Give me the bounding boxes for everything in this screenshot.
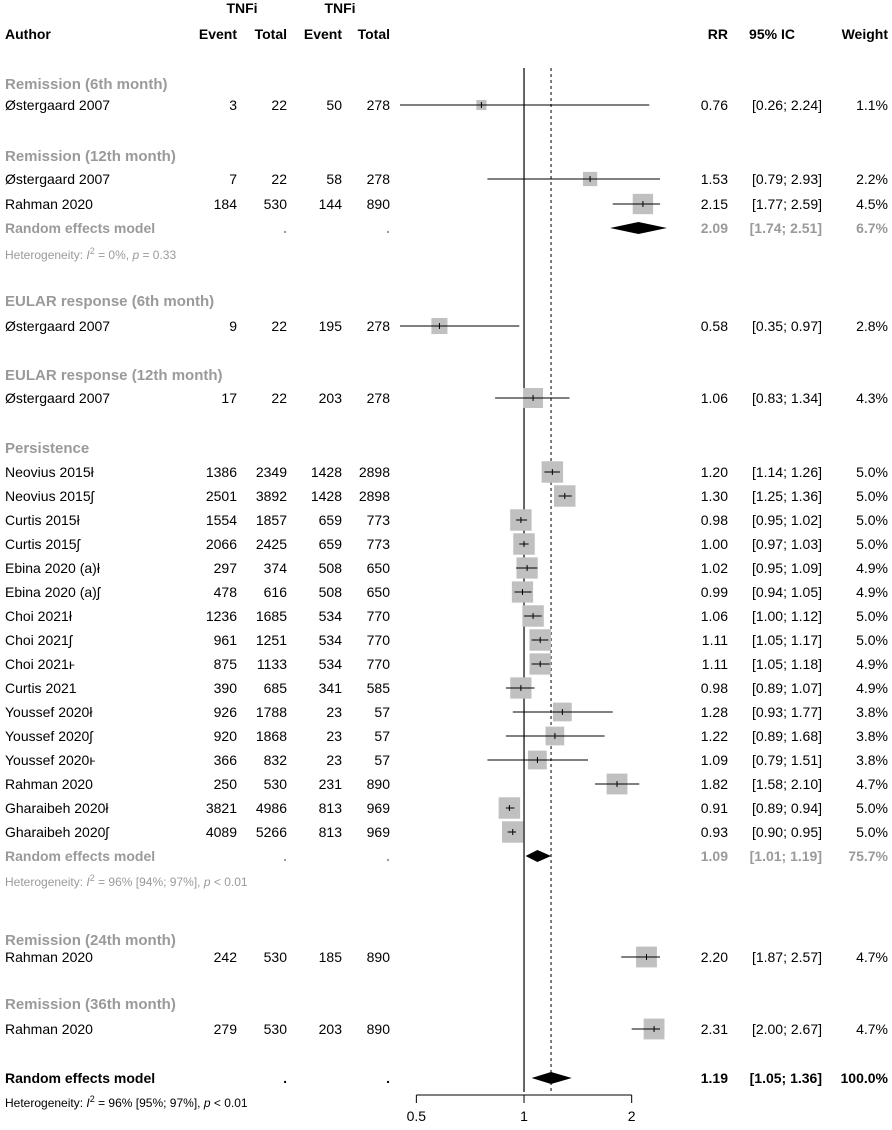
overall-pooled-diamond: [532, 1072, 572, 1084]
study-ci: [1.14; 1.26]: [751, 464, 822, 480]
study-weight: 4.7%: [856, 1021, 888, 1037]
study-event1: 9: [229, 318, 237, 334]
study-event2: 23: [326, 704, 342, 720]
study-total1: 530: [263, 949, 287, 965]
table-rows: [5, 76, 889, 1110]
study-rr: 0.76: [700, 97, 728, 113]
study-ci: [0.83; 1.34]: [751, 390, 822, 406]
study-total2: 770: [366, 632, 390, 648]
study-event1: 2066: [205, 536, 237, 552]
study-event1: 1554: [205, 512, 237, 528]
study-event1: 297: [213, 560, 237, 576]
study-total1: 3892: [255, 488, 287, 504]
study-ci: [0.89; 1.07]: [751, 680, 822, 696]
study-rr: 1.28: [700, 704, 728, 720]
study-weight: 2.2%: [856, 171, 888, 187]
subgroup-pooled-weight: 75.7%: [848, 848, 888, 864]
subgroup-title: Remission (6th month): [5, 76, 168, 93]
subgroup-title: EULAR response (12th month): [5, 367, 223, 384]
study-weight: 5.0%: [856, 464, 888, 480]
study-event2: 813: [318, 824, 342, 840]
study-event2: 813: [318, 800, 342, 816]
study-event1: 17: [221, 390, 237, 406]
study-total1: 832: [263, 752, 287, 768]
study-event1: 2501: [205, 488, 237, 504]
study-total2: 278: [366, 97, 390, 113]
subgroup-heterogeneity: Heterogeneity: $I^2 = 96\%$ [94%; 97%], p < 0.01: [5, 873, 248, 889]
study-ci: [0.89; 1.68]: [751, 728, 822, 744]
study-total2: 969: [366, 824, 390, 840]
study-weight: 2.8%: [856, 318, 888, 334]
study-author: Gharaibeh 2020ʃ: [5, 824, 109, 840]
total1-header: Total: [254, 26, 287, 42]
study-total2: 650: [366, 560, 390, 576]
study-rr: 1.53: [700, 171, 728, 187]
subgroup-title: Remission (24th month): [5, 932, 176, 949]
study-total1: 1251: [255, 632, 287, 648]
study-rr: 0.98: [700, 680, 728, 696]
study-event2: 195: [318, 318, 342, 334]
study-event2: 341: [318, 680, 342, 696]
study-total2: 2898: [358, 488, 390, 504]
study-author: Østergaard 2007: [5, 171, 111, 187]
study-event2: 50: [326, 97, 342, 113]
study-author: Choi 2021ⱶ: [5, 656, 75, 672]
study-total2: 2898: [358, 464, 390, 480]
subgroup-title: Remission (12th month): [5, 148, 176, 165]
subgroup-pooled-event1: .: [283, 848, 287, 864]
study-ci: [1.77; 2.59]: [751, 196, 822, 212]
study-rr: 0.58: [700, 318, 728, 334]
subgroup-pooled-event1: .: [283, 220, 287, 236]
study-weight: 3.8%: [856, 752, 888, 768]
study-total1: 685: [263, 680, 287, 696]
subgroup-pooled-weight: 6.7%: [856, 220, 888, 236]
study-weight: 4.9%: [856, 584, 888, 600]
subgroup-heterogeneity: Heterogeneity: $I^2 = 0\%$, p = 0.33: [5, 246, 177, 262]
study-author: Youssef 2020ł: [5, 704, 93, 720]
study-event1: 3: [229, 97, 237, 113]
subgroup-pooled-label: Random effects model: [5, 220, 156, 236]
study-event1: 4089: [205, 824, 237, 840]
subgroup-pooled-ci: [1.74; 2.51]: [749, 220, 822, 236]
study-author: Choi 2021ʃ: [5, 632, 72, 648]
study-total2: 278: [366, 318, 390, 334]
study-rr: 1.02: [700, 560, 728, 576]
study-total1: 22: [271, 97, 287, 113]
study-weight: 4.9%: [856, 680, 888, 696]
study-author: Choi 2021ł: [5, 608, 72, 624]
overall-pooled-label: Random effects model: [5, 1070, 156, 1086]
study-event1: 1386: [205, 464, 237, 480]
study-event2: 203: [318, 390, 342, 406]
study-rr: 0.91: [700, 800, 728, 816]
study-event1: 1236: [205, 608, 237, 624]
study-event2: 659: [318, 512, 342, 528]
study-rr: 2.15: [700, 196, 728, 212]
study-ci: [0.89; 0.94]: [751, 800, 822, 816]
study-ci: [1.00; 1.12]: [751, 608, 822, 624]
study-event2: 23: [326, 752, 342, 768]
study-event1: 920: [213, 728, 237, 744]
study-rr: 0.93: [700, 824, 728, 840]
subgroup-pooled-diamond: [526, 850, 551, 862]
overall-heterogeneity: Heterogeneity: $I^2 = 96\%$ [95%; 97%], p < 0.01: [5, 1094, 248, 1110]
study-ci: [1.05; 1.17]: [751, 632, 822, 648]
study-weight: 4.7%: [856, 949, 888, 965]
study-total1: 1868: [255, 728, 287, 744]
study-ci: [0.90; 0.95]: [751, 824, 822, 840]
subgroup-pooled-label: Random effects model: [5, 848, 156, 864]
study-event1: 184: [213, 196, 237, 212]
study-event1: 390: [213, 680, 237, 696]
study-ci: [0.94; 1.05]: [751, 584, 822, 600]
overall-pooled-weight: 100.0%: [840, 1070, 888, 1086]
event2-header: Event: [303, 26, 342, 42]
study-ci: [1.05; 1.18]: [751, 656, 822, 672]
study-event1: 926: [213, 704, 237, 720]
x-tick-label: 0.5: [406, 1108, 427, 1124]
overall-pooled-rr: 1.19: [700, 1070, 728, 1086]
study-weight: 4.7%: [856, 776, 888, 792]
study-total2: 890: [366, 196, 390, 212]
study-author: Rahman 2020: [5, 949, 93, 965]
study-total2: 650: [366, 584, 390, 600]
study-author: Neovius 2015ł: [5, 464, 94, 480]
study-total2: 278: [366, 390, 390, 406]
study-event1: 242: [213, 949, 237, 965]
weight-header: Weight: [841, 26, 888, 42]
study-total2: 773: [366, 512, 390, 528]
study-event2: 203: [318, 1021, 342, 1037]
study-author: Rahman 2020: [5, 1021, 93, 1037]
study-ci: [0.97; 1.03]: [751, 536, 822, 552]
study-total1: 1788: [255, 704, 287, 720]
study-event2: 508: [318, 560, 342, 576]
study-ci: [0.26; 2.24]: [751, 97, 822, 113]
study-ci: [0.95; 1.09]: [751, 560, 822, 576]
study-total2: 57: [374, 704, 390, 720]
study-rr: 1.82: [700, 776, 728, 792]
study-event2: 534: [318, 608, 342, 624]
study-ci: [1.87; 2.57]: [751, 949, 822, 965]
subgroup-pooled-diamond: [610, 222, 667, 234]
study-rr: 1.30: [700, 488, 728, 504]
study-rr: 1.06: [700, 390, 728, 406]
study-event2: 534: [318, 632, 342, 648]
study-total1: 22: [271, 318, 287, 334]
study-total1: 2349: [255, 464, 287, 480]
subgroup-title: Remission (36th month): [5, 996, 176, 1013]
study-author: Gharaibeh 2020ł: [5, 800, 109, 816]
study-author: Ebina 2020 (a)ł: [5, 560, 100, 576]
study-weight: 4.9%: [856, 656, 888, 672]
study-ci: [0.79; 2.93]: [751, 171, 822, 187]
study-event1: 478: [213, 584, 237, 600]
study-event2: 534: [318, 656, 342, 672]
author-header: Author: [5, 26, 51, 42]
study-weight: 4.5%: [856, 196, 888, 212]
study-total1: 2425: [255, 536, 287, 552]
study-author: Østergaard 2007: [5, 97, 111, 113]
overall-pooled-event1: .: [283, 1070, 287, 1086]
study-total1: 1685: [255, 608, 287, 624]
study-total2: 969: [366, 800, 390, 816]
rr-header: RR: [707, 26, 728, 42]
x-tick-label: 2: [627, 1108, 636, 1124]
study-rr: 1.22: [700, 728, 728, 744]
study-ci: [1.25; 1.36]: [751, 488, 822, 504]
study-weight: 1.1%: [856, 97, 888, 113]
study-total1: 374: [263, 560, 287, 576]
overall-pooled-event2: .: [386, 1070, 390, 1086]
total2-header: Total: [357, 26, 390, 42]
study-author: Neovius 2015ʃ: [5, 488, 94, 504]
study-event2: 185: [318, 949, 342, 965]
event1-header: Event: [198, 26, 237, 42]
study-rr: 1.06: [700, 608, 728, 624]
subgroup-title: EULAR response (6th month): [5, 293, 215, 310]
study-event2: 659: [318, 536, 342, 552]
subgroup-title: Persistence: [5, 440, 90, 457]
study-weight: 3.8%: [856, 704, 888, 720]
study-ci: [0.93; 1.77]: [751, 704, 822, 720]
x-tick-label: 1: [520, 1108, 528, 1124]
study-author: Rahman 2020: [5, 196, 93, 212]
study-event1: 279: [213, 1021, 237, 1037]
study-author: Ebina 2020 (a)ʃ: [5, 584, 100, 600]
study-author: Curtis 2015ʃ: [5, 536, 80, 552]
study-weight: 5.0%: [856, 824, 888, 840]
study-total2: 770: [366, 656, 390, 672]
subgroup-pooled-rr: 1.09: [700, 848, 728, 864]
subgroup-pooled-event2: .: [386, 848, 390, 864]
study-rr: 2.31: [700, 1021, 728, 1037]
study-rr: 1.20: [700, 464, 728, 480]
study-ci: [1.58; 2.10]: [751, 776, 822, 792]
study-rr: 2.20: [700, 949, 728, 965]
study-total2: 890: [366, 776, 390, 792]
study-weight: 4.3%: [856, 390, 888, 406]
study-rr: 1.09: [700, 752, 728, 768]
study-event1: 366: [213, 752, 237, 768]
study-author: Youssef 2020ʃ: [5, 728, 93, 744]
study-weight: 3.8%: [856, 728, 888, 744]
study-author: Rahman 2020: [5, 776, 93, 792]
study-rr: 1.11: [701, 632, 728, 648]
study-total2: 585: [366, 680, 390, 696]
study-rr: 0.98: [700, 512, 728, 528]
study-event2: 231: [318, 776, 342, 792]
study-event2: 508: [318, 584, 342, 600]
subgroup-pooled-ci: [1.01; 1.19]: [749, 848, 822, 864]
study-total1: 4986: [255, 800, 287, 816]
study-weight: 5.0%: [856, 632, 888, 648]
subgroup-pooled-event2: .: [386, 220, 390, 236]
study-event2: 23: [326, 728, 342, 744]
study-weight: 5.0%: [856, 608, 888, 624]
study-event1: 250: [213, 776, 237, 792]
study-event1: 875: [213, 656, 237, 672]
study-weight: 5.0%: [856, 512, 888, 528]
group1-header: TNFi: [226, 0, 258, 16]
study-total2: 890: [366, 949, 390, 965]
study-total1: 616: [263, 584, 287, 600]
study-total1: 530: [263, 196, 287, 212]
study-event2: 144: [318, 196, 342, 212]
study-event1: 3821: [205, 800, 237, 816]
study-rr: 0.99: [700, 584, 728, 600]
group2-header: TNFi: [324, 0, 356, 16]
study-total2: 57: [374, 752, 390, 768]
ci-header: 95% IC: [749, 26, 795, 42]
study-total2: 773: [366, 536, 390, 552]
study-total2: 770: [366, 608, 390, 624]
study-author: Østergaard 2007: [5, 318, 111, 334]
study-total1: 5266: [255, 824, 287, 840]
study-event2: 1428: [310, 464, 342, 480]
study-total1: 22: [271, 390, 287, 406]
study-weight: 5.0%: [856, 488, 888, 504]
study-total1: 530: [263, 1021, 287, 1037]
column-headers: [5, 0, 888, 42]
study-total1: 1133: [256, 656, 287, 672]
study-weight: 5.0%: [856, 536, 888, 552]
study-author: Curtis 2015ł: [5, 512, 80, 528]
study-total2: 57: [374, 728, 390, 744]
study-total2: 278: [366, 171, 390, 187]
study-weight: 4.9%: [856, 560, 888, 576]
study-total1: 1857: [255, 512, 287, 528]
study-event1: 7: [229, 171, 237, 187]
study-rr: 1.00: [700, 536, 728, 552]
study-event1: 961: [213, 632, 237, 648]
study-ci: [0.35; 0.97]: [751, 318, 822, 334]
subgroup-pooled-rr: 2.09: [700, 220, 728, 236]
overall-pooled-ci: [1.05; 1.36]: [749, 1070, 822, 1086]
study-total1: 530: [263, 776, 287, 792]
study-author: Curtis 2021: [5, 680, 77, 696]
study-author: Youssef 2020ⱶ: [5, 752, 96, 768]
study-ci: [0.95; 1.02]: [751, 512, 822, 528]
study-weight: 5.0%: [856, 800, 888, 816]
study-rr: 1.11: [701, 656, 728, 672]
study-ci: [2.00; 2.67]: [751, 1021, 822, 1037]
study-total1: 22: [271, 171, 287, 187]
study-total2: 890: [366, 1021, 390, 1037]
study-event2: 58: [326, 171, 342, 187]
study-ci: [0.79; 1.51]: [751, 752, 822, 768]
study-author: Østergaard 2007: [5, 390, 111, 406]
study-event2: 1428: [310, 488, 342, 504]
